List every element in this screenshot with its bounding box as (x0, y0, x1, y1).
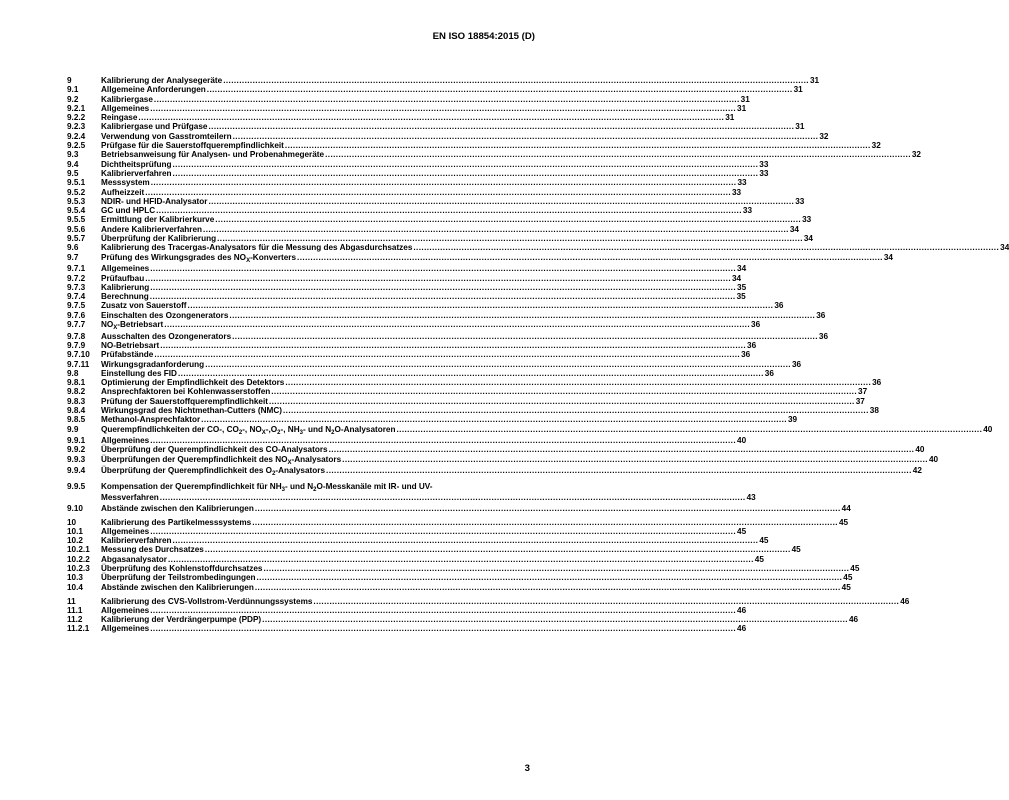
toc-entry-number: 10.3 (67, 573, 83, 583)
toc-entry-title: Allgemeine Anforderungen (101, 85, 206, 95)
dot-leader (208, 122, 794, 131)
toc-entry[interactable] (67, 582, 851, 592)
toc-entry-page: 33 (759, 159, 769, 169)
toc-entry-number: 9.3 (67, 150, 79, 160)
toc-entry-number: 9.7.6 (67, 310, 86, 320)
toc-entry-title: Wirkungsgrad des Nichtmethan-Cutters (NMC) (101, 405, 282, 415)
toc-entry-number: 9.7.10 (67, 350, 90, 360)
dot-leader (255, 583, 841, 592)
toc-entry-page: 31 (725, 113, 735, 123)
dot-leader (252, 518, 838, 527)
toc-entry[interactable] (67, 424, 993, 436)
toc-entry[interactable] (67, 564, 860, 574)
toc-entry-page: 32 (871, 141, 881, 151)
dot-leader (207, 85, 793, 94)
dot-leader (145, 188, 731, 197)
toc-entry-title: Prüfung des Wirkungsgrades des $NO_X$-Konverters (101, 252, 297, 264)
toc-entry[interactable] (67, 517, 849, 527)
toc-entry-title: Querempfindlichkeiten der CO-, $CO_2-$, $NO_X-,O_2-$, $NH_3-$ und $N_2O$-Analysatoren (101, 424, 396, 436)
toc-entry-number: 9.2.5 (67, 141, 86, 151)
dot-leader (173, 160, 759, 169)
toc-entry-number: 9.7 (67, 252, 79, 262)
toc-entry-title: Wirkungsgradanforderung (101, 359, 205, 369)
toc-entry[interactable] (67, 387, 868, 397)
toc-entry-page: 36 (747, 340, 757, 350)
toc-entry-page: 33 (732, 187, 742, 197)
dot-leader (160, 492, 746, 503)
toc-entry-page: 32 (819, 131, 829, 141)
toc-entry[interactable] (67, 368, 774, 378)
toc-entry-title: Kalibrierung des Partikelmesssystems (101, 517, 252, 527)
toc-entry-number: 9.2.4 (67, 131, 86, 141)
toc-entry-title: Optimierung der Empfindlichkeit des Detektors (101, 378, 285, 388)
toc-entry-number: 9.5.5 (67, 215, 86, 225)
toc-entry[interactable] (67, 545, 801, 555)
toc-entry[interactable] (67, 243, 1009, 253)
toc-entry-title: Prüfaufbau (101, 273, 145, 283)
toc-entry-title: Überprüfung der Teilstrombedingungen (101, 573, 256, 583)
toc-entry-page: 46 (737, 605, 747, 615)
toc-entry-number: 9.9.1 (67, 436, 86, 446)
toc-entry-page: 36 (816, 310, 826, 320)
toc-entry-page: 34 (1000, 243, 1009, 253)
toc-entry-page: 31 (737, 103, 747, 113)
toc-entry[interactable] (67, 301, 784, 311)
dot-leader (150, 283, 736, 292)
toc-entry-page: 39 (787, 415, 798, 425)
toc-entry-title: Allgemeines (101, 605, 150, 615)
toc-entry-title: Ansprechfaktoren bei Kohlenwasserstoffen (101, 387, 271, 397)
toc-entry-number: 9.7.1 (67, 264, 86, 274)
toc-entry-number: 10.2.3 (67, 564, 90, 574)
toc-entry-page: 45 (759, 536, 769, 546)
toc-entry[interactable] (67, 187, 742, 197)
dot-leader (264, 564, 850, 573)
toc-entry[interactable] (67, 596, 910, 606)
dot-leader (283, 406, 869, 415)
dot-leader (269, 397, 855, 406)
toc-entry-title: Kalibrierung der Verdrängerpumpe (PDP) (101, 615, 262, 625)
toc-entry[interactable] (67, 282, 747, 292)
toc-entry[interactable] (67, 113, 735, 123)
dot-leader (262, 615, 848, 624)
toc-entry-number: 9.2.1 (67, 103, 86, 113)
toc-entry-title: Allgemeines (101, 103, 150, 113)
toc-entry-page: 31 (795, 122, 805, 132)
dot-leader (201, 415, 787, 424)
toc-entry-page: 33 (795, 196, 805, 206)
page-number: 3 (524, 763, 530, 774)
dot-leader (255, 504, 841, 513)
toc-entry-number: 9.6 (67, 243, 79, 253)
toc-entry-number: 10 (67, 517, 77, 527)
table-of-contents (67, 76, 1009, 634)
toc-entry-page: 35 (737, 282, 747, 292)
dot-leader (164, 320, 750, 329)
toc-entry-page: 35 (736, 292, 746, 302)
toc-entry[interactable] (67, 196, 805, 206)
toc-entry-page: 40 (983, 424, 993, 434)
toc-entry[interactable] (67, 292, 746, 302)
toc-entry-title: Andere Kalibrierverfahren (101, 224, 203, 234)
toc-entry-title-continued: Messverfahren (101, 492, 159, 502)
dot-leader (173, 536, 759, 545)
dot-leader (223, 76, 809, 85)
dot-leader (326, 466, 912, 475)
toc-entry-page: 36 (764, 368, 774, 378)
toc-entry-number: 9.4 (67, 159, 79, 169)
toc-entry-title: Überprüfungen der Querempfindlichkeit des $NO_X$-Analysators (101, 454, 342, 466)
dot-leader (154, 95, 740, 104)
dot-leader (168, 555, 754, 564)
dot-leader (313, 597, 899, 606)
dot-leader (396, 425, 982, 434)
toc-entry[interactable] (67, 122, 805, 132)
toc-entry-page: 40 (928, 454, 939, 464)
toc-entry-title: Aufheizzeit (101, 187, 145, 197)
toc-entry-number: 9.9.3 (67, 454, 86, 464)
toc-entry-number: 9.5.1 (67, 178, 86, 188)
toc-entry-number: 10.2.1 (67, 545, 90, 555)
toc-entry-page: 34 (883, 252, 893, 262)
toc-entry-page: 31 (740, 94, 750, 104)
toc-entry-number: 10.1 (67, 526, 83, 536)
toc-entry-title: Überprüfung der Kalibrierung (101, 234, 217, 244)
toc-entry-title: Überprüfung des Kohlenstoffdurchsatzes (101, 564, 263, 574)
dot-leader (297, 253, 883, 262)
toc-entry-title: Dichtheitsprüfung (101, 159, 172, 169)
dot-leader (154, 350, 740, 359)
dot-leader (178, 369, 764, 378)
toc-entry-number: 10.4 (67, 582, 83, 592)
toc-entry-page: 46 (737, 624, 747, 634)
toc-entry[interactable] (67, 234, 813, 244)
toc-entry-title: Einschalten des Ozongenerators (101, 310, 229, 320)
toc-entry-title: $NO_X$-Betriebsart (101, 320, 164, 332)
toc-entry[interactable] (67, 466, 922, 478)
dot-leader (205, 545, 791, 554)
toc-entry-title: Methanol-Ansprechfaktor (101, 415, 201, 425)
toc-entry-number: 10.2 (67, 536, 83, 546)
toc-entry-page: 46 (900, 596, 910, 606)
toc-entry-number: 9.5.6 (67, 224, 86, 234)
dot-leader (151, 178, 737, 187)
toc-entry[interactable] (67, 273, 742, 283)
dot-leader (150, 527, 736, 536)
toc-entry-page: 38 (869, 405, 879, 415)
toc-entry-number: 9.5 (67, 168, 79, 178)
toc-entry-page: 34 (789, 224, 799, 234)
dot-leader (229, 311, 815, 320)
toc-entry-number: 9.1 (67, 85, 79, 95)
toc-entry-title: GC und HPLC (101, 206, 156, 216)
dot-leader (285, 141, 871, 150)
dot-leader (208, 197, 794, 206)
toc-entry-page: 40 (915, 445, 925, 455)
toc-entry-title: Prüfgase für die Sauerstoffquerempfindlichkeit (101, 141, 284, 151)
toc-entry[interactable] (67, 481, 756, 503)
toc-entry-title: Kalibriergase und Prüfgase (101, 122, 208, 132)
toc-entry-title: Allgemeines (101, 526, 150, 536)
toc-entry-title: Verwendung von Gasstromteilern (101, 131, 232, 141)
toc-entry[interactable] (67, 150, 921, 160)
toc-entry-number: 9.7.4 (67, 292, 86, 302)
toc-entry[interactable] (67, 445, 925, 455)
toc-entry-title: Kalibrierung (101, 282, 150, 292)
toc-entry-title: Einstellung des FID (101, 368, 177, 378)
toc-entry-page: 34 (732, 273, 742, 283)
dot-leader (271, 387, 857, 396)
toc-entry[interactable] (67, 94, 750, 104)
toc-entry[interactable] (67, 310, 826, 320)
toc-entry-page: 36 (791, 359, 802, 369)
toc-entry-page: 45 (791, 545, 801, 555)
toc-entry-number: 9.5.3 (67, 196, 86, 206)
toc-entry-number: 9.10 (67, 503, 83, 513)
toc-entry[interactable] (67, 359, 802, 369)
dot-leader (257, 573, 843, 582)
toc-entry[interactable] (67, 526, 747, 536)
dot-leader (285, 378, 871, 387)
toc-entry-page: 44 (841, 503, 851, 513)
toc-entry[interactable] (67, 178, 747, 188)
toc-entry-title: Ermittlung der Kalibrierkurve (101, 215, 215, 225)
toc-entry-title: Berechnung (101, 292, 149, 302)
toc-entry-page: 36 (818, 331, 829, 341)
toc-entry[interactable] (67, 454, 939, 466)
toc-entry-title: Abstände zwischen den Kalibrierungen (101, 582, 254, 592)
toc-entry-number: 11.2 (67, 615, 83, 625)
toc-entry-title: Kompensation der Querempfindlichkeit für $NH_3-$ und $N_2O$-Messkanäle mit IR- und UV- (101, 481, 433, 493)
toc-entry-title: Kalibrierung des Tracergas-Analysators für die Messung des Abgasdurchsatzes (101, 243, 413, 253)
toc-entry-title: Messsystem (101, 178, 150, 188)
toc-entry-page: 32 (911, 150, 921, 160)
dot-leader (342, 455, 928, 464)
toc-entry-number: 9.5.4 (67, 206, 86, 216)
dot-leader (156, 206, 742, 215)
document-header: EN ISO 18854:2015 (D) (432, 31, 535, 42)
toc-entry-page: 36 (751, 320, 761, 330)
toc-entry-title: Kalibrierung der Analysegeräte (101, 76, 223, 85)
dot-leader (329, 445, 915, 454)
toc-entry-page: 40 (737, 436, 747, 446)
dot-leader (413, 243, 999, 252)
toc-entry-number: 9.7.8 (67, 331, 86, 341)
toc-entry[interactable] (67, 605, 747, 615)
toc-entry[interactable] (67, 331, 829, 341)
toc-entry-title: Kalibrierverfahren (101, 168, 172, 178)
dot-leader (150, 606, 736, 615)
toc-entry[interactable] (67, 206, 753, 216)
toc-entry[interactable] (67, 320, 761, 332)
toc-entry-page: 45 (850, 564, 860, 574)
toc-entry-page: 45 (737, 526, 747, 536)
toc-entry-number: 9.8.1 (67, 378, 86, 388)
dot-leader (232, 332, 818, 341)
toc-entry[interactable] (67, 573, 853, 583)
toc-entry-number: 9.2.3 (67, 122, 86, 132)
dot-leader (203, 225, 789, 234)
toc-entry-number: 9.7.3 (67, 282, 86, 292)
toc-entry-page: 33 (742, 206, 753, 216)
toc-entry-number: 9.9.5 (67, 481, 86, 491)
toc-entry-title: Allgemeines (101, 264, 150, 274)
toc-entry-number: 9.2.2 (67, 113, 86, 123)
dot-leader (325, 150, 911, 159)
toc-entry[interactable] (67, 405, 879, 415)
dot-leader (217, 234, 803, 243)
toc-entry-number: 9.8.5 (67, 415, 86, 425)
toc-entry[interactable] (67, 554, 764, 564)
toc-entry-title: Kalibriergase (101, 94, 153, 104)
toc-entry-page: 43 (746, 492, 756, 502)
toc-entry[interactable] (67, 103, 747, 113)
toc-entry-page: 36 (774, 301, 784, 311)
toc-entry-page: 34 (803, 234, 813, 244)
toc-entry[interactable] (67, 141, 881, 151)
toc-entry[interactable] (67, 224, 799, 234)
toc-entry[interactable] (67, 264, 747, 274)
toc-entry-page: 36 (741, 350, 751, 360)
dot-leader (160, 341, 746, 350)
toc-entry-number: 11 (67, 596, 76, 606)
toc-entry-page: 37 (858, 387, 868, 397)
toc-entry-title: Kalibrierung des CVS-Vollstrom-Verdünnungssystems (101, 596, 313, 606)
toc-entry-title: Zusatz von Sauerstoff (101, 301, 187, 311)
toc-entry[interactable] (67, 624, 747, 634)
toc-entry-title: Prüfung der Sauerstoffquerempfindlichkeit (101, 396, 268, 406)
toc-entry[interactable] (67, 415, 798, 425)
toc-entry-number: 9.7.2 (67, 273, 86, 283)
toc-entry-page: 33 (802, 215, 812, 225)
toc-entry[interactable] (67, 85, 803, 95)
toc-entry-number: 9 (67, 76, 72, 85)
toc-entry-page: 42 (912, 466, 922, 476)
toc-entry-title: Allgemeines (101, 436, 150, 446)
toc-entry-number: 9.8.2 (67, 387, 86, 397)
toc-entry-title: NDIR- und HFID-Analysator (101, 196, 208, 206)
toc-entry-number: 10.2.2 (67, 554, 90, 564)
toc-entry[interactable] (67, 378, 882, 388)
toc-entry-title: Kalibrierverfahren (101, 536, 172, 546)
toc-entry[interactable] (67, 396, 865, 406)
dot-leader (233, 132, 819, 141)
toc-entry-title: Messung des Durchsatzes (101, 545, 204, 555)
toc-entry-number: 9.7.5 (67, 301, 86, 311)
toc-entry[interactable] (67, 503, 851, 513)
toc-entry-page: 33 (737, 178, 747, 188)
toc-entry-page: 34 (737, 264, 747, 274)
toc-entry-title: Überprüfung der Querempfindlichkeit des CO-Analysators (101, 445, 328, 455)
toc-entry-title: Betriebsanweisung für Analysen- und Probenahmegeräte (101, 150, 325, 160)
toc-entry-page: 31 (793, 85, 803, 95)
toc-entry-number: 9.5.2 (67, 187, 86, 197)
toc-entry-title: Überprüfung der Querempfindlichkeit des $O_2$-Analysators (101, 466, 326, 478)
toc-entry-number: 9.2 (67, 94, 79, 104)
dot-leader (150, 104, 736, 113)
toc-entry[interactable] (67, 536, 769, 546)
toc-entry-number: 9.7.11 (67, 359, 90, 369)
toc-entry-page: 46 (848, 615, 859, 625)
toc-entry-title: Reingase (101, 113, 138, 123)
toc-entry-number: 11.2.1 (67, 624, 90, 634)
toc-entry-title: NO-Betriebsart (101, 340, 160, 350)
dot-leader (150, 264, 736, 273)
toc-entry-page: 33 (759, 168, 769, 178)
toc-entry-page: 37 (855, 396, 865, 406)
toc-entry-title: Abgasanalysator (101, 554, 167, 564)
toc-entry[interactable] (67, 215, 812, 225)
toc-entry[interactable] (67, 252, 893, 264)
toc-entry-number: 9.5.7 (67, 234, 86, 244)
toc-entry-number: 9.8.4 (67, 405, 86, 415)
toc-entry-title: Allgemeines (101, 624, 150, 634)
toc-entry-number: 9.7.7 (67, 320, 86, 330)
toc-entry[interactable] (67, 615, 859, 625)
toc-entry-title: Ausschalten des Ozongenerators (101, 331, 232, 341)
toc-entry-page: 45 (838, 517, 849, 527)
dot-leader (188, 301, 774, 310)
toc-entry-number: 9.8 (67, 368, 79, 378)
toc-entry-page: 45 (754, 554, 764, 564)
toc-entry[interactable] (67, 350, 751, 360)
toc-entry[interactable] (67, 340, 757, 350)
toc-entry-page: 45 (843, 573, 853, 583)
toc-entry[interactable] (67, 131, 829, 141)
toc-entry-title: Abstände zwischen den Kalibrierungen (101, 503, 254, 513)
toc-entry-number: 9.9.4 (67, 466, 86, 476)
toc-entry-number: 9.7.9 (67, 340, 86, 350)
toc-entry[interactable] (67, 159, 769, 169)
dot-leader (145, 274, 731, 283)
toc-entry-number: 9.9 (67, 424, 79, 434)
dot-leader (150, 624, 736, 633)
toc-entry-page: 45 (841, 582, 851, 592)
toc-entry-page: 31 (809, 76, 820, 85)
toc-entry-number: 11.1 (67, 605, 83, 615)
toc-entry-number: 9.8.3 (67, 396, 86, 406)
dot-leader (138, 113, 724, 122)
dot-leader (205, 360, 791, 369)
toc-entry[interactable] (67, 76, 820, 85)
dot-leader (150, 292, 736, 301)
toc-entry[interactable] (67, 168, 769, 178)
toc-entry-title: Prüfabstände (101, 350, 154, 360)
dot-leader (215, 215, 801, 224)
toc-entry-number: 9.9.2 (67, 445, 86, 455)
dot-leader (173, 169, 759, 178)
toc-entry-page: 36 (872, 378, 882, 388)
